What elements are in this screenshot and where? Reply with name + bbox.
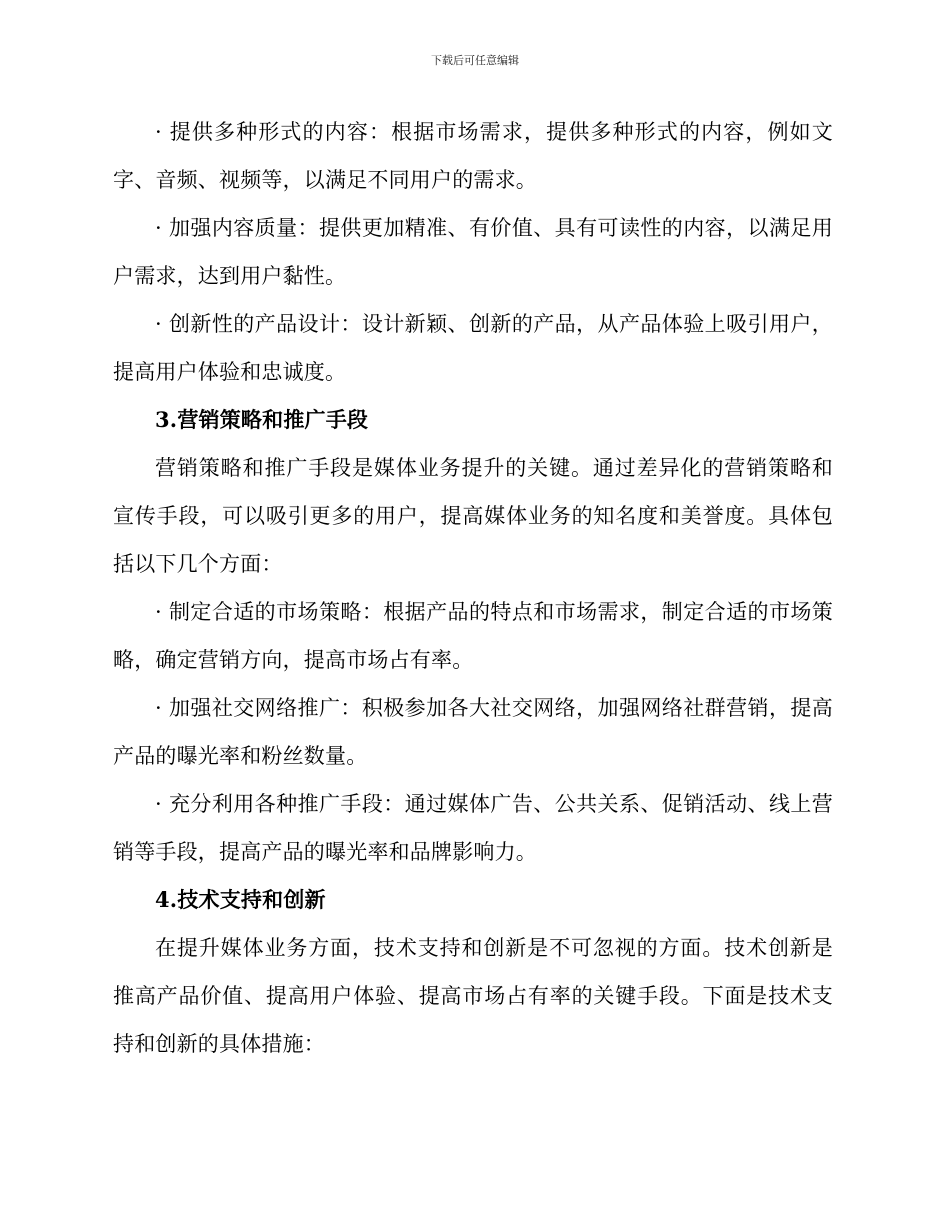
bullet-content-quality: · 加强内容质量：提供更加精准、有价值、具有可读性的内容，以满足用户需求，达到用户黏性。 — [113, 216, 833, 288]
paragraph-technology-intro: 在提升媒体业务方面，技术支持和创新是不可忽视的方面。技术创新是推高产品价值、提高用户体验、提高市场占有率的关键手段。下面是技术支持和创新的具体措施： — [113, 936, 833, 1056]
section-heading-technology: 4.技术支持和创新 — [155, 887, 326, 912]
bullet-social-promotion: · 加强社交网络推广：积极参加各大社交网络，加强网络社群营销，提高产品的曝光率和粉丝数量。 — [113, 696, 833, 768]
bullet-content-forms: · 提供多种形式的内容：根据市场需求，提供多种形式的内容，例如文字、音频、视频等，以满足不同用户的需求。 — [113, 120, 833, 192]
bullet-promotion-means: · 充分利用各种推广手段：通过媒体广告、公共关系、促销活动、线上营销等手段，提高产品的曝光率和品牌影响力。 — [113, 792, 833, 864]
section-heading-marketing: 3.营销策略和推广手段 — [155, 407, 369, 432]
bullet-product-design: · 创新性的产品设计：设计新颖、创新的产品，从产品体验上吸引用户，提高用户体验和忠诚度。 — [113, 312, 833, 384]
document-body — [113, 108, 833, 1068]
paragraph-marketing-intro: 营销策略和推广手段是媒体业务提升的关键。通过差异化的营销策略和宣传手段，可以吸引更多的用户，提高媒体业务的知名度和美誉度。具体包括以下几个方面： — [113, 456, 833, 576]
page-header-note: 下载后可任意编辑 — [431, 54, 519, 67]
bullet-market-strategy: · 制定合适的市场策略：根据产品的特点和市场需求，制定合适的市场策略，确定营销方向，提高市场占有率。 — [113, 600, 833, 672]
